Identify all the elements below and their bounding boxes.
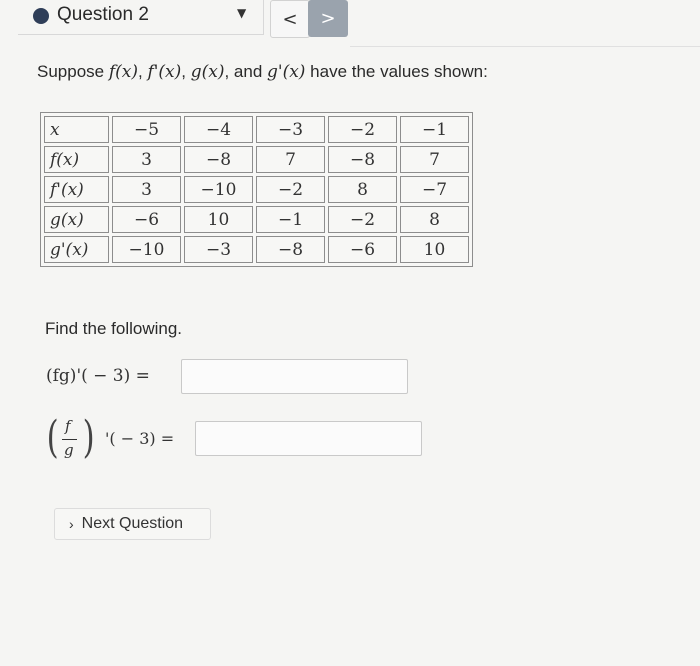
prompt-lead: Suppose (37, 62, 109, 81)
prompt-sep: , and (224, 62, 268, 81)
table-cell: 10 (400, 236, 469, 263)
table-cell: −2 (328, 206, 397, 233)
table-cell: 3 (112, 176, 181, 203)
table-row-label: f'(x) (44, 176, 109, 203)
table-row (44, 206, 469, 233)
question-title[interactable]: Question 2 (57, 4, 149, 25)
table-row (44, 176, 469, 203)
table-header-x: x (44, 116, 109, 143)
table-cell: −6 (328, 236, 397, 263)
prompt-fprime: f'(x) (147, 62, 182, 82)
values-table (40, 112, 473, 267)
prompt-gprime: g'(x) (267, 62, 306, 82)
table-cell: −1 (256, 206, 325, 233)
fraction-bar (62, 439, 77, 440)
prompt-f: f(x) (108, 62, 138, 82)
header-divider (18, 34, 264, 35)
table-cell: −8 (184, 146, 253, 173)
right-paren: ) (82, 412, 95, 463)
table-col-header: −1 (400, 116, 469, 143)
table-row-label: f(x) (44, 146, 109, 173)
chevron-right-icon: › (69, 516, 74, 532)
table-cell: 7 (256, 146, 325, 173)
next-question-button[interactable] (54, 508, 211, 540)
table-row (44, 146, 469, 173)
table-cell: −10 (112, 236, 181, 263)
table-row-label: g'(x) (44, 236, 109, 263)
table-cell: 7 (400, 146, 469, 173)
table-cell: −6 (112, 206, 181, 233)
product-rule-prompt: (fg)'( − 3) = (46, 366, 150, 386)
table-row (44, 236, 469, 263)
next-question-arrow-button[interactable] (308, 0, 348, 37)
prompt-sep: , (181, 62, 191, 81)
question-dropdown-caret-icon[interactable]: ▼ (237, 6, 247, 20)
left-paren: ( (46, 412, 59, 463)
question-header (0, 0, 700, 42)
chevron-left-icon: < (282, 8, 298, 30)
quotient-answer-input[interactable] (195, 421, 422, 456)
fraction-numerator: f (65, 417, 71, 435)
table-col-header: −5 (112, 116, 181, 143)
table-cell: 8 (400, 206, 469, 233)
top-rule (350, 46, 700, 47)
question-prompt (37, 62, 488, 82)
table-header-row (44, 116, 469, 143)
header-vertical-divider (263, 0, 264, 35)
table-row-label: g(x) (44, 206, 109, 233)
table-cell: −8 (256, 236, 325, 263)
product-answer-input[interactable] (181, 359, 408, 394)
next-question-label: Next Question (81, 515, 184, 532)
prompt-tail: have the values shown: (305, 62, 488, 81)
chevron-right-icon: > (320, 8, 336, 29)
previous-question-button[interactable] (270, 0, 310, 38)
table-cell: −2 (256, 176, 325, 203)
table-cell: −7 (400, 176, 469, 203)
table-cell: −3 (184, 236, 253, 263)
quotient-rule-tail: '( − 3) = (105, 429, 175, 448)
table-cell: 8 (328, 176, 397, 203)
table-col-header: −3 (256, 116, 325, 143)
prompt-g: g(x) (190, 62, 225, 82)
table-col-header: −2 (328, 116, 397, 143)
table-cell: 3 (112, 146, 181, 173)
question-status-dot (33, 8, 49, 24)
table-cell: 10 (184, 206, 253, 233)
find-instruction: Find the following. (45, 319, 183, 338)
table-cell: −10 (184, 176, 253, 203)
table-cell: −8 (328, 146, 397, 173)
quotient-rule-prompt (42, 414, 192, 464)
fraction-denominator: g (64, 441, 74, 459)
table-col-header: −4 (184, 116, 253, 143)
prompt-sep: , (138, 62, 148, 81)
